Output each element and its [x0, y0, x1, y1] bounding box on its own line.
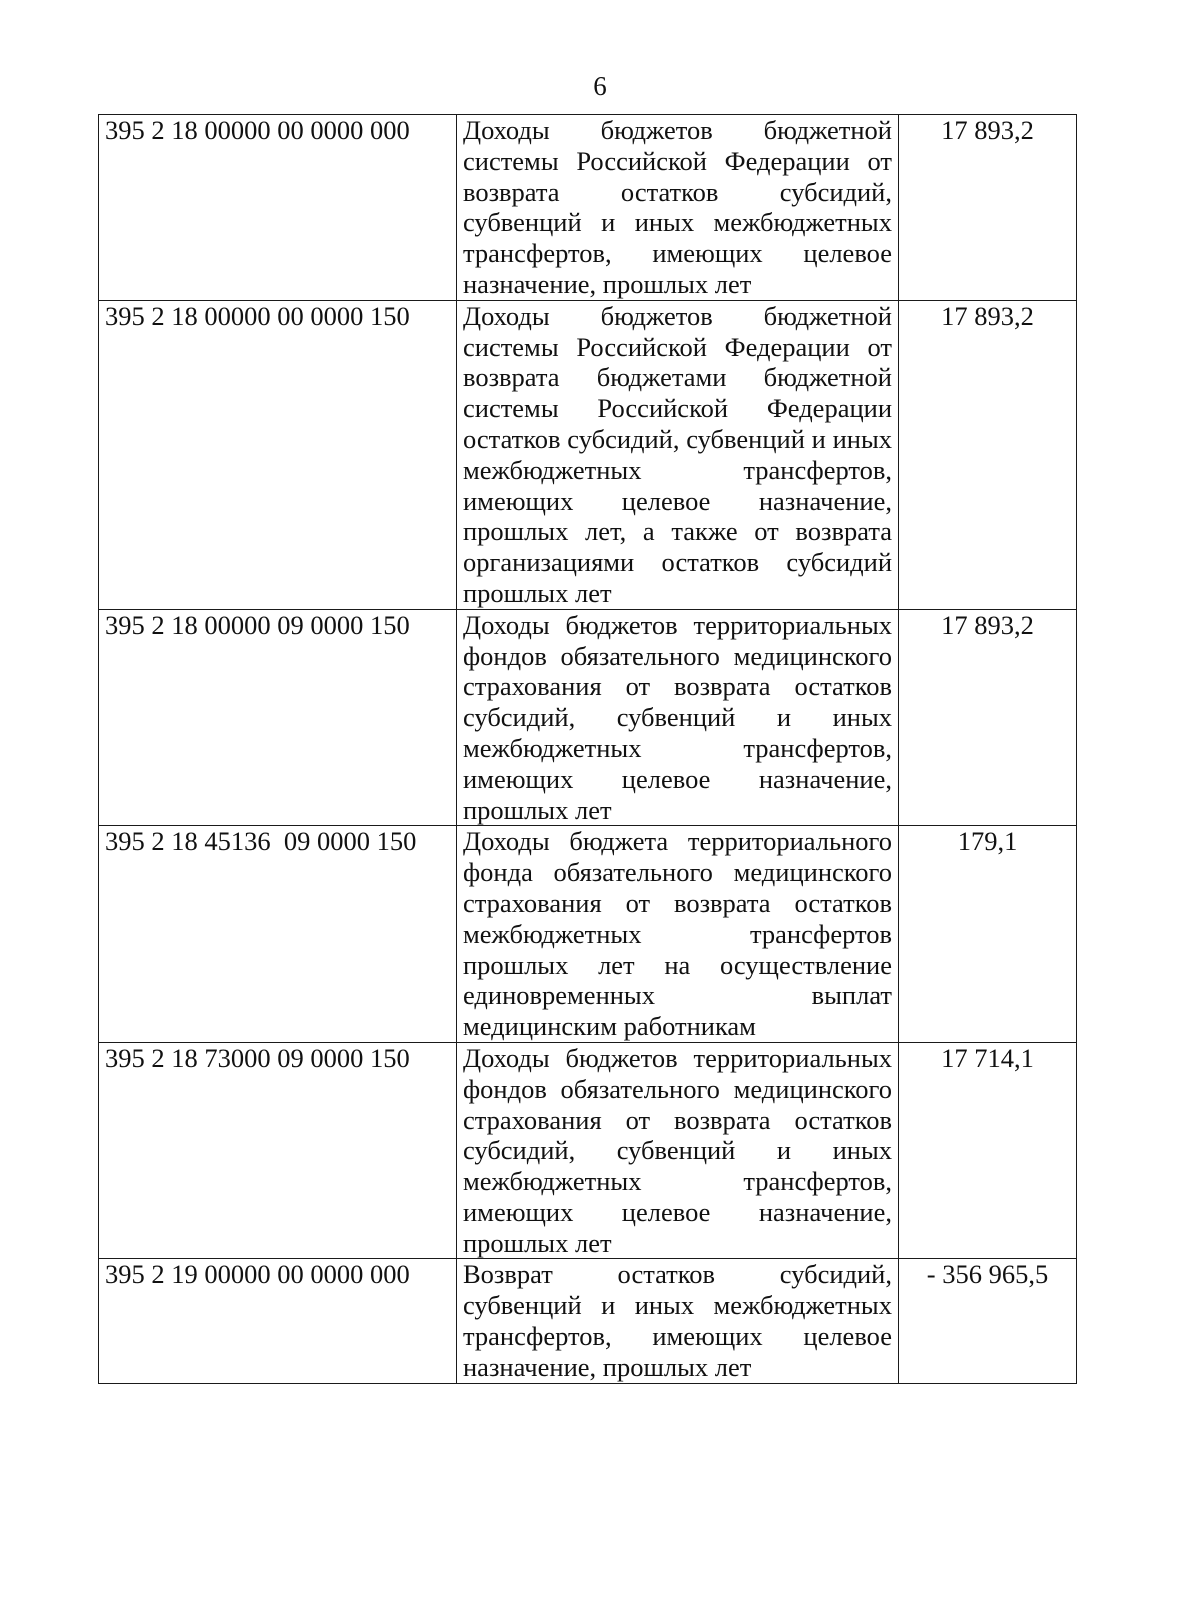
revenue-name-cell: Возврат остатков субсидий, субвенций и иных межбюджетных трансфертов, имеющих целевое назначение, прошлых лет — [457, 1259, 899, 1383]
amount-cell: 17 893,2 — [899, 115, 1077, 301]
amount-cell: 17 714,1 — [899, 1042, 1077, 1259]
amount-cell: 17 893,2 — [899, 300, 1077, 609]
budget-code-cell: 395 2 19 00000 00 0000 000 — [99, 1259, 457, 1383]
budget-code-cell: 395 2 18 00000 00 0000 000 — [99, 115, 457, 301]
budget-code-cell: 395 2 18 00000 09 0000 150 — [99, 609, 457, 826]
revenue-name-cell: Доходы бюджета территориального фонда обязательного медицинского страхования от возврата остатков межбюджетных трансфертов прошлых лет на осуществление единовременных выплат медицинским работникам — [457, 826, 899, 1043]
table-row — [99, 609, 1077, 826]
revenue-name-cell: Доходы бюджетов территориальных фондов обязательного медицинского страхования от возврата остатков субсидий, субвенций и иных межбюджетных трансфертов, имеющих целевое назначение, прошлых лет — [457, 609, 899, 826]
page-number: 6 — [593, 71, 607, 101]
budget-revenue-table — [98, 114, 1077, 1384]
amount-cell: - 356 965,5 — [899, 1259, 1077, 1383]
amount-cell: 179,1 — [899, 826, 1077, 1043]
revenue-name-cell: Доходы бюджетов бюджетной системы Российской Федерации от возврата остатков субсидий, субвенций и иных межбюджетных трансфертов, имеющих целевое назначение, прошлых лет — [457, 115, 899, 301]
table-row — [99, 1259, 1077, 1383]
table-row — [99, 300, 1077, 609]
revenue-name-cell: Доходы бюджетов бюджетной системы Российской Федерации от возврата бюджетами бюджетной системы Российской Федерации остатков субсидий, субвенций и иных межбюджетных трансфертов, имеющих целевое назначение, прошлых лет, а также от возврата организациями остатков субсидий прошлых лет — [457, 300, 899, 609]
budget-code-cell: 395 2 18 45136 09 0000 150 — [99, 826, 457, 1043]
budget-code-cell: 395 2 18 00000 00 0000 150 — [99, 300, 457, 609]
table-row — [99, 826, 1077, 1043]
revenue-name-cell: Доходы бюджетов территориальных фондов обязательного медицинского страхования от возврата остатков субсидий, субвенций и иных межбюджетных трансфертов, имеющих целевое назначение, прошлых лет — [457, 1042, 899, 1259]
table-row — [99, 1042, 1077, 1259]
table-row — [99, 115, 1077, 301]
amount-cell: 17 893,2 — [899, 609, 1077, 826]
budget-code-cell: 395 2 18 73000 09 0000 150 — [99, 1042, 457, 1259]
